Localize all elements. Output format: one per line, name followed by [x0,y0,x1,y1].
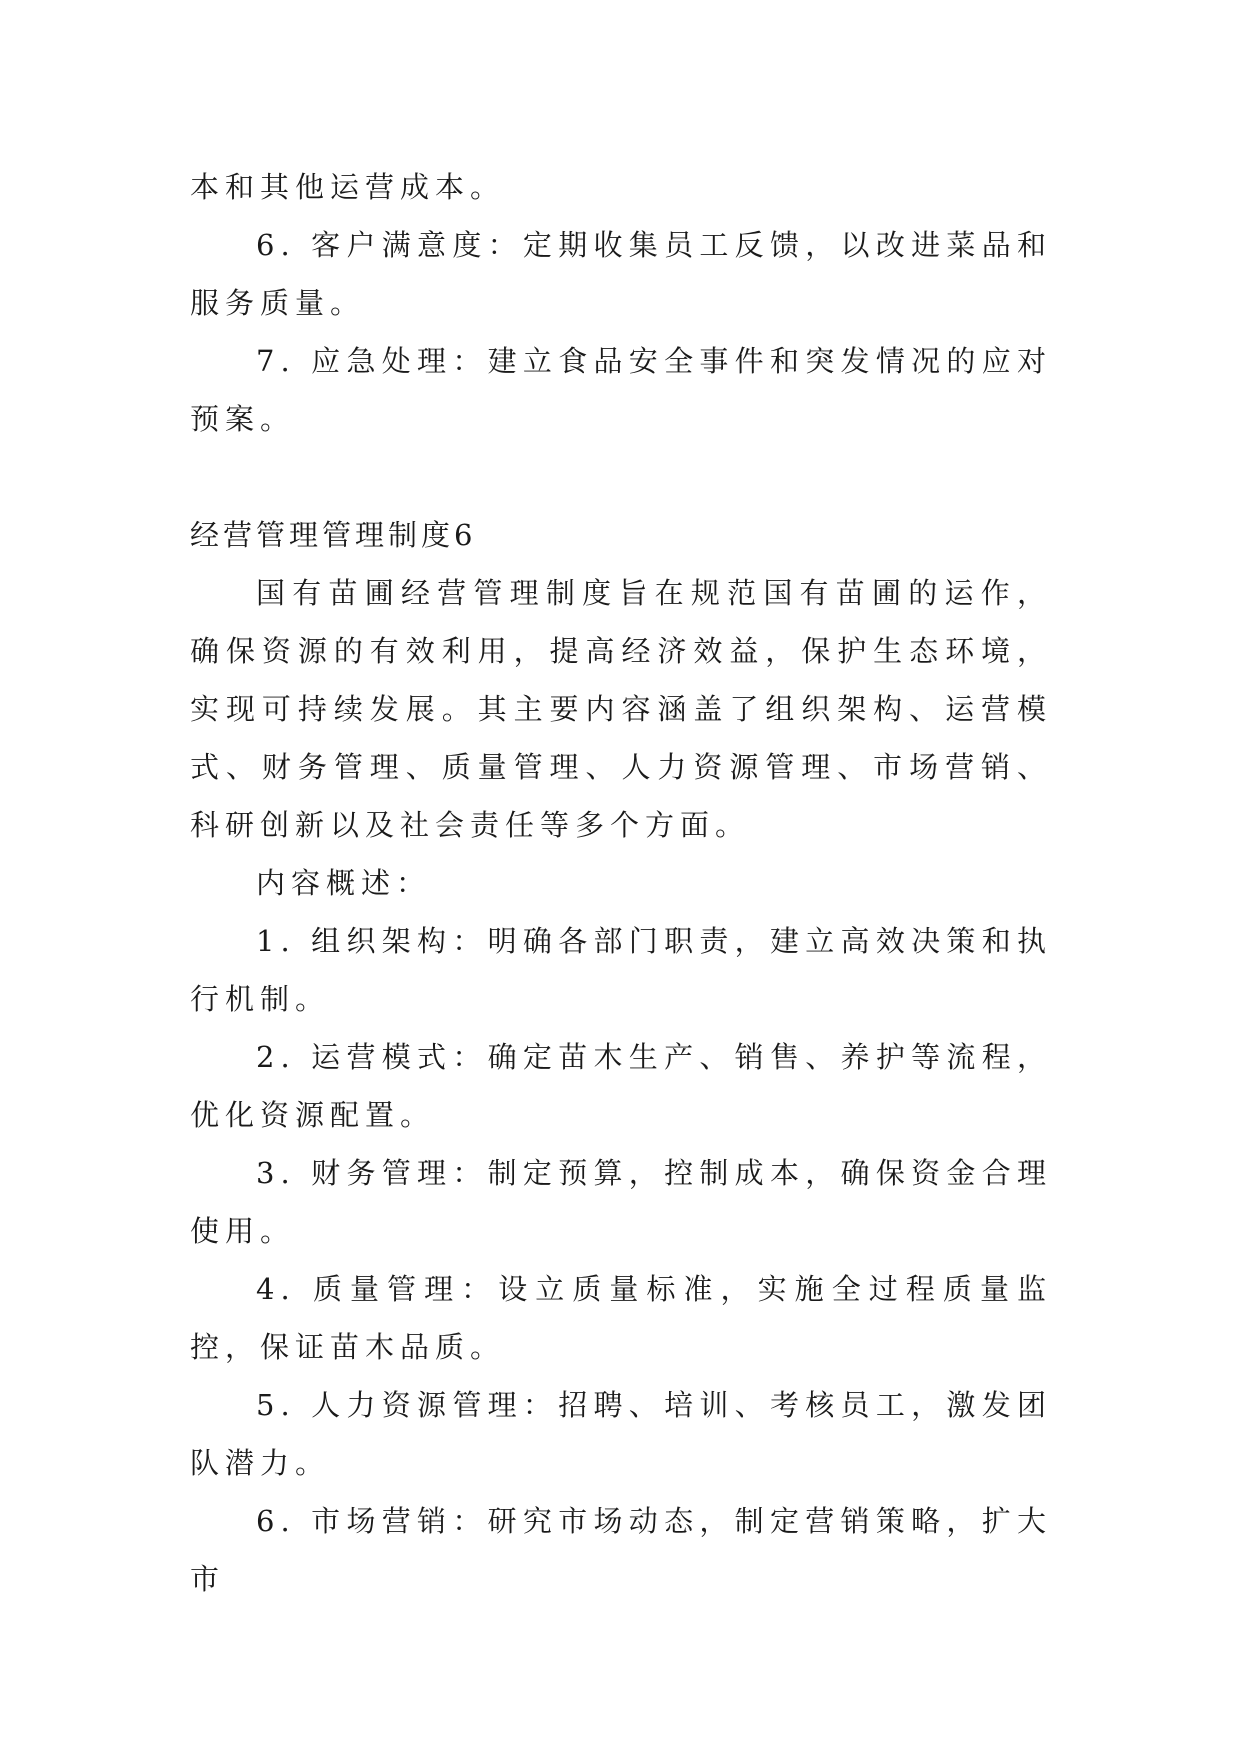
section-title: 经营管理管理制度6 [190,518,477,552]
list-item: 1. 组织架构：明确各部门职责，建立高效决策和执行机制。 [190,924,1052,1016]
list-item: 6. 客户满意度：定期收集员工反馈，以改进菜品和服务质量。 [190,228,1052,320]
document-body [190,158,1052,1608]
list-item: 7. 应急处理：建立食品安全事件和突发情况的应对预案。 [190,344,1052,436]
list-item: 6. 市场营销：研究市场动态，制定营销策略，扩大市 [190,1504,1052,1596]
overview-label: 内容概述： [256,866,432,900]
list-item: 3. 财务管理：制定预算，控制成本，确保资金合理使用。 [190,1156,1052,1248]
list-item: 5. 人力资源管理：招聘、培训、考核员工，激发团队潜力。 [190,1388,1052,1480]
intro-paragraph: 国有苗圃经营管理制度旨在规范国有苗圃的运作，确保资源的有效利用，提高经济效益，保护生态环境，实现可持续发展。其主要内容涵盖了组织架构、运营模式、财务管理、质量管理、人力资源管理、市场营销、科研创新以及社会责任等多个方面。 [190,576,1052,842]
paragraph-spacer [190,448,1052,506]
continuation-paragraph: 本和其他运营成本。 [190,170,506,204]
list-item: 4. 质量管理：设立质量标准，实施全过程质量监控，保证苗木品质。 [190,1272,1052,1364]
list-item: 2. 运营模式：确定苗木生产、销售、养护等流程，优化资源配置。 [190,1040,1052,1132]
